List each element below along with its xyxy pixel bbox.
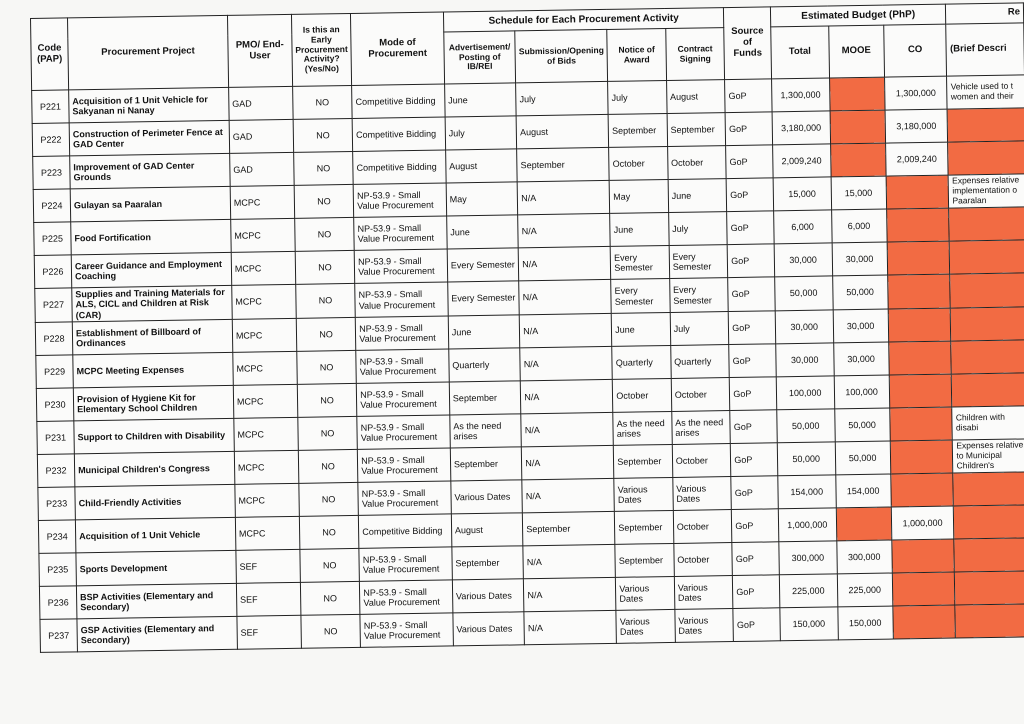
row-co: [889, 374, 952, 408]
row-early: NO: [296, 283, 356, 318]
row-contract: July: [670, 312, 729, 346]
row-source: GoP: [729, 344, 776, 378]
header-project: Procurement Project: [68, 15, 229, 90]
row-source: GoP: [731, 443, 778, 477]
row-code: P223: [33, 156, 71, 190]
row-notice: October: [609, 147, 668, 181]
row-contract: June: [668, 179, 727, 213]
row-submission: N/A: [520, 346, 613, 380]
row-early: NO: [293, 151, 353, 185]
row-co: 1,300,000: [884, 76, 947, 110]
row-contract: August: [666, 80, 725, 114]
row-project: Improvement of GAD Center Grounds: [70, 153, 230, 189]
row-mooe: 50,000: [835, 441, 890, 475]
row-source: GoP: [727, 244, 774, 278]
row-submission: September: [523, 511, 616, 545]
row-total: 50,000: [777, 409, 835, 443]
row-source: GoP: [726, 178, 773, 212]
row-contract: Quarterly: [671, 345, 730, 379]
row-code: P228: [35, 322, 73, 356]
row-pmo: MCPC: [232, 284, 296, 319]
row-notice: June: [611, 313, 670, 347]
row-pmo: MCPC: [234, 417, 298, 451]
row-submission: N/A: [523, 544, 616, 578]
row-remarks: [954, 505, 1024, 539]
row-total: 15,000: [773, 177, 831, 211]
row-mode: NP-53.9 - Small Value Procurement: [354, 216, 447, 250]
row-submission: N/A: [518, 246, 611, 280]
row-advert: June: [447, 215, 519, 249]
row-code: P229: [36, 355, 74, 389]
row-submission: N/A: [519, 313, 612, 347]
row-source: GoP: [727, 211, 774, 245]
row-early: NO: [295, 250, 355, 284]
row-pmo: MCPC: [231, 251, 295, 285]
row-early: NO: [299, 482, 359, 516]
row-mode: NP-53.9 - Small Value Procurement: [355, 282, 448, 317]
row-contract: July: [668, 212, 727, 246]
header-schedule: Schedule for Each Procurement Activity: [443, 8, 724, 32]
row-advert: Various Dates: [451, 480, 523, 514]
row-mooe: [829, 77, 884, 111]
row-early: NO: [293, 118, 353, 152]
row-source: GoP: [733, 608, 780, 642]
row-pmo: MCPC: [233, 351, 297, 385]
row-mode: NP-53.9 - Small Value Procurement: [359, 547, 452, 581]
row-project: Acquisition of 1 Unit Vehicle for Sakyanan ni Nanay: [69, 87, 229, 123]
row-early: NO: [297, 383, 357, 417]
row-notice: September: [615, 543, 674, 577]
row-mode: Competitive Bidding: [353, 150, 446, 184]
row-submission: N/A: [524, 610, 617, 644]
row-mooe: 30,000: [832, 242, 887, 276]
row-project: Supplies and Training Materials for ALS, CICL and Children at Risk (CAR): [72, 285, 232, 322]
row-total: 300,000: [779, 541, 837, 575]
header-early: Is this an Early Procurement Activity? (Yes/No): [291, 13, 352, 86]
row-submission: N/A: [522, 445, 615, 479]
row-early: NO: [299, 515, 359, 549]
row-notice: May: [609, 180, 668, 214]
row-submission: N/A: [522, 478, 615, 512]
row-notice: Every Semester: [611, 278, 670, 313]
header-co: CO: [883, 24, 947, 77]
row-notice: September: [614, 444, 673, 478]
row-code: P237: [40, 619, 78, 653]
row-early: NO: [298, 416, 358, 450]
row-total: 3,180,000: [772, 111, 830, 145]
row-contract: October: [673, 510, 732, 544]
row-project: Support to Children with Disability: [74, 418, 234, 454]
row-submission: August: [516, 114, 609, 148]
row-code: P231: [37, 421, 75, 455]
row-total: 6,000: [773, 210, 831, 244]
header-advert: Advertisement/ Posting of IB/REI: [444, 31, 516, 84]
row-co: 3,180,000: [885, 109, 948, 143]
row-mooe: 30,000: [833, 309, 888, 343]
header-contract: Contract Signing: [666, 28, 725, 81]
row-code: P225: [34, 222, 72, 256]
row-remarks: [955, 571, 1024, 605]
row-notice: September: [608, 114, 667, 148]
header-remarks: Re: [946, 3, 1024, 24]
row-project: Establishment of Billboard of Ordinances: [72, 319, 232, 355]
row-mode: NP-53.9 - Small Value Procurement: [355, 316, 448, 350]
row-mooe: [830, 110, 885, 144]
row-notice: As the need arises: [613, 412, 672, 446]
procurement-plan-table: [30, 2, 1024, 653]
header-budget: Estimated Budget (PhP): [770, 4, 946, 27]
row-mooe: 6,000: [831, 209, 886, 243]
row-mooe: 150,000: [838, 606, 893, 640]
row-notice: July: [608, 81, 667, 115]
row-mode: NP-53.9 - Small Value Procurement: [360, 580, 453, 614]
row-remarks: [951, 307, 1024, 341]
row-early: NO: [297, 350, 357, 384]
row-contract: October: [671, 378, 730, 412]
row-advert: September: [449, 381, 521, 415]
row-total: 30,000: [775, 310, 833, 344]
row-co: [886, 175, 949, 209]
row-early: NO: [294, 217, 354, 251]
row-notice: Various Dates: [616, 576, 675, 610]
row-remarks: [951, 340, 1024, 374]
row-project: Food Fortification: [71, 219, 231, 255]
row-mode: Competitive Bidding: [352, 117, 445, 151]
row-source: GoP: [726, 145, 773, 179]
header-remarks-sub: (Brief Descri: [946, 23, 1024, 76]
row-mooe: 154,000: [835, 474, 890, 508]
row-mode: NP-53.9 - Small Value Procurement: [360, 613, 453, 647]
row-pmo: SEF: [236, 549, 300, 583]
row-source: GoP: [728, 277, 775, 312]
row-notice: Every Semester: [610, 245, 669, 279]
row-remarks: [954, 538, 1024, 572]
row-total: 50,000: [777, 442, 835, 476]
row-total: 1,000,000: [778, 508, 836, 542]
row-notice: September: [615, 510, 674, 544]
row-remarks: [950, 273, 1024, 308]
row-source: GoP: [732, 509, 779, 543]
row-contract: Every Semester: [669, 278, 728, 313]
row-pmo: MCPC: [235, 483, 299, 517]
row-submission: September: [517, 147, 610, 181]
row-early: NO: [292, 85, 352, 119]
header-notice: Notice of Award: [607, 29, 666, 82]
row-remarks: [948, 141, 1024, 175]
row-advert: September: [450, 447, 522, 481]
row-co: [888, 341, 951, 375]
row-total: 225,000: [779, 574, 837, 608]
row-mode: Competitive Bidding: [359, 514, 452, 548]
row-advert: Quarterly: [449, 348, 521, 382]
row-mooe: [836, 507, 891, 541]
row-total: 1,300,000: [771, 78, 829, 112]
row-mode: NP-53.9 - Small Value Procurement: [358, 481, 451, 515]
row-code: P222: [32, 123, 70, 157]
row-contract: October: [674, 543, 733, 577]
row-code: P227: [35, 288, 73, 323]
row-mode: NP-53.9 - Small Value Procurement: [354, 249, 447, 283]
row-source: GoP: [728, 311, 775, 345]
row-early: NO: [296, 317, 356, 351]
row-remarks: [952, 373, 1024, 407]
row-pmo: SEF: [237, 615, 301, 649]
row-advert: Various Dates: [452, 579, 524, 613]
row-pmo: MCPC: [231, 218, 295, 252]
row-pmo: MCPC: [232, 318, 296, 352]
row-co: [887, 241, 950, 275]
row-mooe: 30,000: [833, 342, 888, 376]
row-advert: August: [445, 149, 517, 183]
row-total: 30,000: [774, 243, 832, 277]
header-submission: Submission/Opening of Bids: [515, 29, 608, 82]
header-pmo: PMO/ End-User: [227, 14, 292, 87]
row-code: P224: [33, 189, 71, 223]
row-total: 50,000: [774, 276, 832, 311]
row-co: [892, 572, 955, 606]
row-remarks: Expenses relative to Municipal Children's: [953, 439, 1024, 473]
row-code: P226: [34, 255, 72, 289]
row-project: MCPC Meeting Expenses: [73, 352, 233, 388]
row-co: [892, 605, 955, 639]
row-advert: As the need arises: [450, 414, 522, 448]
row-submission: N/A: [518, 213, 611, 247]
row-advert: July: [445, 116, 517, 150]
row-project: Municipal Children's Congress: [74, 451, 234, 487]
row-total: 150,000: [780, 607, 838, 641]
row-advert: August: [451, 513, 523, 547]
row-notice: June: [610, 212, 669, 246]
row-remarks: [949, 207, 1024, 241]
row-pmo: MCPC: [233, 384, 297, 418]
row-source: GoP: [725, 112, 772, 146]
row-co: [891, 539, 954, 573]
row-contract: October: [672, 444, 731, 478]
row-early: NO: [300, 581, 360, 615]
row-advert: Every Semester: [448, 281, 520, 316]
row-remarks: Children with disabi: [952, 406, 1024, 440]
row-co: [889, 407, 952, 441]
row-contract: As the need arises: [672, 411, 731, 445]
row-mooe: 50,000: [834, 408, 889, 442]
row-co: 1,000,000: [891, 506, 954, 540]
row-pmo: GAD: [230, 152, 294, 186]
row-total: 100,000: [776, 376, 834, 410]
row-early: NO: [300, 548, 360, 582]
row-source: GoP: [730, 410, 777, 444]
row-contract: Various Dates: [673, 477, 732, 511]
row-notice: Various Dates: [616, 609, 675, 643]
row-pmo: MCPC: [230, 185, 294, 219]
row-remarks: [947, 108, 1024, 142]
row-code: P221: [32, 90, 70, 124]
row-total: 2,009,240: [772, 144, 830, 178]
row-remarks: [953, 472, 1024, 506]
row-notice: Various Dates: [614, 477, 673, 511]
row-mode: NP-53.9 - Small Value Procurement: [356, 349, 449, 383]
row-remarks: [955, 604, 1024, 638]
row-contract: October: [667, 146, 726, 180]
row-pmo: GAD: [228, 86, 292, 120]
row-mooe: [830, 143, 885, 177]
row-submission: N/A: [524, 577, 617, 611]
row-early: NO: [298, 449, 358, 483]
row-mode: NP-53.9 - Small Value Procurement: [358, 448, 451, 482]
row-source: GoP: [731, 476, 778, 510]
row-contract: Various Dates: [674, 576, 733, 610]
row-remarks: Expenses relative implementation o Paaralan: [949, 174, 1024, 208]
row-advert: Every Semester: [447, 248, 519, 282]
row-mooe: 100,000: [834, 375, 889, 409]
row-early: NO: [301, 614, 361, 648]
row-notice: Quarterly: [612, 346, 671, 380]
row-source: GoP: [732, 542, 779, 576]
row-submission: July: [516, 81, 609, 115]
row-early: NO: [294, 184, 354, 218]
row-advert: June: [448, 315, 520, 349]
row-total: 154,000: [778, 475, 836, 509]
row-advert: June: [444, 83, 516, 117]
row-mode: Competitive Bidding: [352, 84, 445, 118]
header-source: Source of Funds: [724, 7, 772, 80]
row-mode: NP-53.9 - Small Value Procurement: [357, 415, 450, 449]
row-mode: NP-53.9 - Small Value Procurement: [357, 382, 450, 416]
row-remarks: [950, 240, 1024, 274]
row-co: [890, 473, 953, 507]
row-advert: Various Dates: [453, 612, 525, 646]
row-code: P234: [38, 520, 76, 554]
row-contract: Various Dates: [675, 609, 734, 643]
row-contract: Every Semester: [669, 245, 728, 279]
row-project: GSP Activities (Elementary and Secondary): [77, 616, 237, 652]
row-code: P235: [39, 553, 77, 587]
row-pmo: MCPC: [235, 516, 299, 550]
row-pmo: MCPC: [234, 450, 298, 484]
row-mooe: 225,000: [837, 573, 892, 607]
row-co: [886, 208, 949, 242]
row-project: Construction of Perimeter Fence at GAD Center: [69, 120, 229, 156]
row-notice: October: [613, 379, 672, 413]
row-co: [888, 308, 951, 342]
row-project: Provision of Hygiene Kit for Elementary School Children: [73, 385, 233, 421]
header-total: Total: [771, 26, 830, 79]
row-code: P232: [37, 454, 75, 488]
row-project: Sports Development: [76, 550, 236, 586]
row-co: [890, 440, 953, 474]
row-mooe: 15,000: [831, 176, 886, 210]
row-source: GoP: [733, 575, 780, 609]
row-code: P236: [39, 586, 77, 620]
header-mooe: MOOE: [828, 25, 884, 78]
row-pmo: SEF: [236, 582, 300, 616]
row-project: BSP Activities (Elementary and Secondary): [76, 583, 236, 619]
row-project: Career Guidance and Employment Coaching: [71, 252, 231, 288]
row-code: P233: [38, 487, 76, 521]
row-co: [887, 274, 950, 309]
row-submission: N/A: [517, 180, 610, 214]
row-project: Gulayan sa Paaralan: [70, 186, 230, 222]
row-contract: September: [667, 113, 726, 147]
row-advert: May: [446, 182, 518, 216]
row-pmo: GAD: [229, 119, 293, 153]
row-co: 2,009,240: [885, 142, 948, 176]
row-advert: September: [452, 546, 524, 580]
row-total: 30,000: [776, 343, 834, 377]
row-mooe: 300,000: [836, 540, 891, 574]
row-mode: NP-53.9 - Small Value Procurement: [353, 183, 446, 217]
row-code: P230: [36, 388, 74, 422]
row-project: Acquisition of 1 Unit Vehicle: [75, 517, 235, 553]
row-submission: N/A: [519, 279, 612, 314]
header-mode: Mode of Procurement: [351, 12, 445, 85]
row-submission: N/A: [521, 379, 614, 413]
row-source: GoP: [725, 79, 772, 113]
row-project: Child-Friendly Activities: [75, 484, 235, 520]
row-remarks: Vehicle used to t women and their: [947, 75, 1024, 109]
row-submission: N/A: [521, 412, 614, 446]
row-mooe: 50,000: [832, 275, 887, 310]
header-code: Code (PAP): [31, 18, 69, 91]
row-source: GoP: [730, 377, 777, 411]
